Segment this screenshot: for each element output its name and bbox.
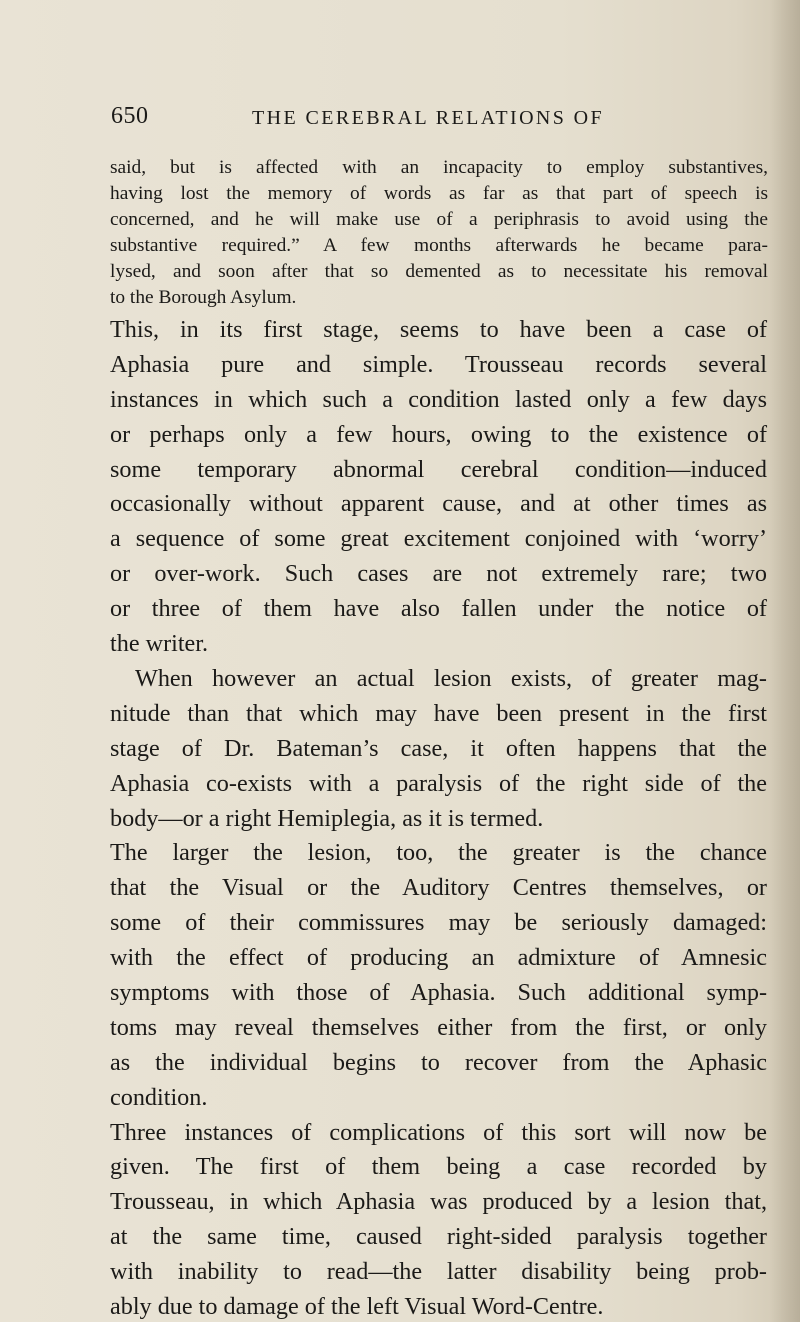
- text-line: or three of them have also fallen under the notice of: [110, 595, 767, 623]
- text-line: given. The first of them being a case recorded by: [110, 1153, 767, 1181]
- page-header: [111, 103, 671, 133]
- text-line: that the Visual or the Auditory Centres themselves, or: [110, 874, 767, 902]
- text-line: or over-work. Such cases are not extremely rare; two: [110, 560, 767, 588]
- text-line: said, but is affected with an incapacity to employ substantives,: [110, 157, 768, 178]
- page-number: 650: [111, 103, 149, 129]
- text-line: Trousseau, in which Aphasia was produced by a lesion that,: [110, 1188, 767, 1216]
- text-line: at the same time, caused right-sided paralysis together: [110, 1223, 767, 1251]
- text-line: a sequence of some great excitement conjoined with ‘worry’: [110, 525, 767, 553]
- text-line: or perhaps only a few hours, owing to the existence of: [110, 420, 767, 448]
- text-line: to the Borough Asylum.: [110, 286, 297, 308]
- text-line: some temporary abnormal cerebral condition—induced: [110, 455, 767, 483]
- text-line: This, in its first stage, seems to have been a case of: [110, 316, 767, 343]
- text-line: condition.: [110, 1083, 208, 1111]
- text-line: The larger the lesion, too, the greater is the chance: [110, 839, 767, 867]
- text-line: Aphasia co-exists with a paralysis of the right side of the: [110, 769, 767, 797]
- text-line: concerned, and he will make use of a periphrasis to avoid using the: [110, 209, 768, 231]
- text-line: having lost the memory of words as far as that part of speech is: [110, 183, 768, 205]
- page-edge-shadow: [770, 0, 800, 1322]
- text-line: instances in which such a condition lasted only a few days: [110, 385, 767, 413]
- text-line: Aphasia pure and simple. Trousseau records several: [110, 350, 767, 378]
- text-line: stage of Dr. Bateman’s case, it often happens that the: [110, 734, 767, 762]
- text-line: Three instances of complications of this sort will now be: [110, 1118, 767, 1146]
- text-line: some of their commissures may be seriously damaged:: [110, 909, 767, 937]
- text-line: substantive required.” A few months afterwards he became para-: [110, 234, 768, 256]
- text-line: occasionally without apparent cause, and at other times as: [110, 490, 767, 518]
- running-head: THE CEREBRAL RELATIONS OF: [252, 107, 605, 129]
- text-line: nitude than that which may have been present in the first: [110, 699, 767, 727]
- text-line: with inability to read—the latter disability being prob-: [110, 1258, 767, 1286]
- text-line: with the effect of producing an admixture of Amnesic: [110, 944, 767, 972]
- text-line: ably due to damage of the left Visual Word-Centre.: [110, 1293, 604, 1320]
- text-line: as the individual begins to recover from the Aphasic: [110, 1048, 767, 1076]
- text-line: the writer.: [110, 630, 209, 657]
- text-line: body—or a right Hemiplegia, as it is termed.: [110, 804, 544, 832]
- text-line: toms may reveal themselves either from the first, or only: [110, 1013, 767, 1041]
- text-line: When however an actual lesion exists, of greater mag-: [135, 664, 767, 692]
- text-line: symptoms with those of Aphasia. Such additional symp-: [110, 979, 767, 1006]
- text-line: lysed, and soon after that so demented as to necessitate his removal: [110, 260, 768, 282]
